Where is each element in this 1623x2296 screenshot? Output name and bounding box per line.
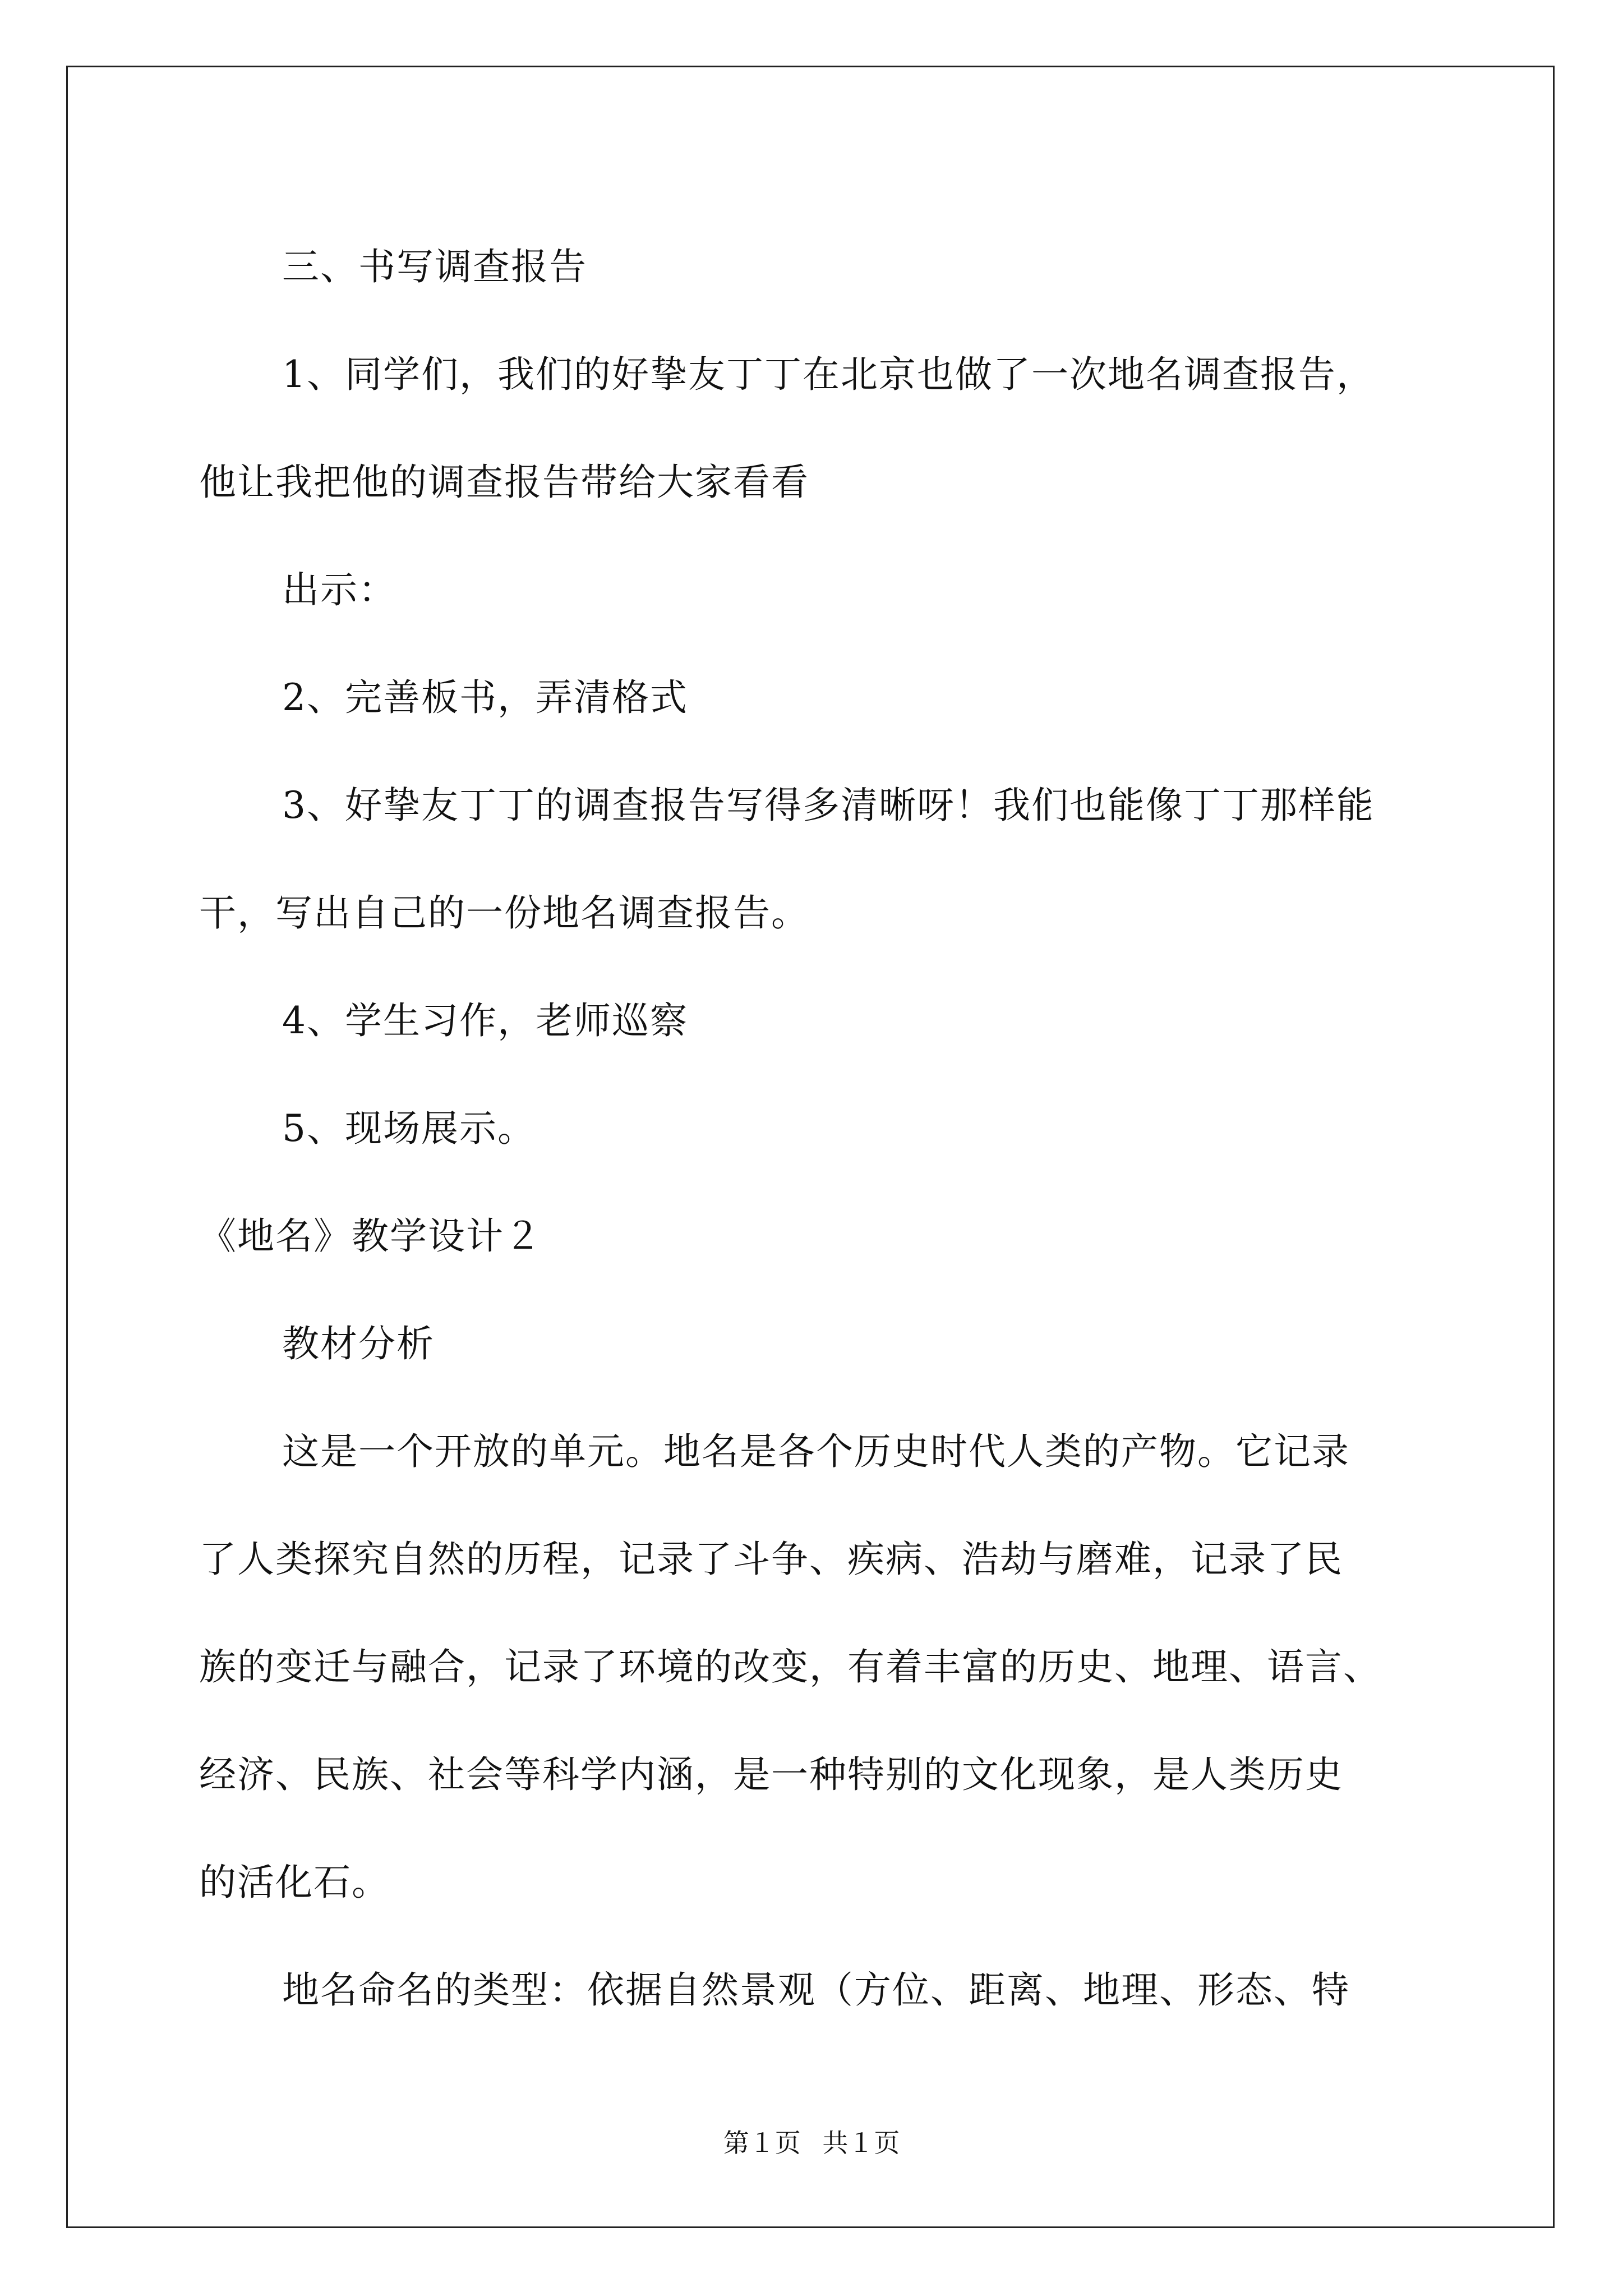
page-number-total: 共１页: [822, 2128, 900, 2158]
text-line: 的活化石。: [199, 1861, 390, 1904]
text-line: 这是一个开放的单元。地名是各个历史时代人类的产物。它记录: [282, 1430, 1350, 1473]
text-line: 干，写出自己的一份地名调查报告。: [199, 891, 809, 935]
text-line: 3、好挚友丁丁的调查报告写得多清晰呀！我们也能像丁丁那样能: [282, 784, 1375, 827]
text-line: 了人类探究自然的历程，记录了斗争、疾病、浩劫与磨难，记录了民: [199, 1538, 1343, 1581]
text-line: 他让我把他的调查报告带给大家看看: [199, 461, 809, 504]
text-line: 5、现场展示。: [282, 1107, 536, 1150]
page-footer: [0, 2126, 1623, 2160]
text-line: 地名命名的类型：依据自然景观（方位、距离、地理、形态、特: [282, 1968, 1350, 2012]
text-line: 族的变迁与融合，记录了环境的改变，有着丰富的历史、地理、语言、: [199, 1645, 1381, 1688]
text-line: 三、书写调查报告: [282, 245, 587, 288]
text-line: 1、同学们，我们的好挚友丁丁在北京也做了一次地名调查报告，: [282, 353, 1375, 396]
page-number-current: 第１页: [723, 2128, 801, 2158]
text-line: 经济、民族、社会等科学内涵，是一种特别的文化现象，是人类历史: [199, 1753, 1343, 1796]
text-line: 2、完善板书，弄清格式: [282, 676, 688, 719]
document-body: [199, 213, 1427, 2044]
subsection-heading: 教材分析: [282, 1322, 435, 1365]
text-line: 出示：: [282, 568, 396, 611]
section-title: 《地名》教学设计２: [199, 1214, 542, 1258]
text-line: 4、学生习作，老师巡察: [282, 999, 688, 1042]
